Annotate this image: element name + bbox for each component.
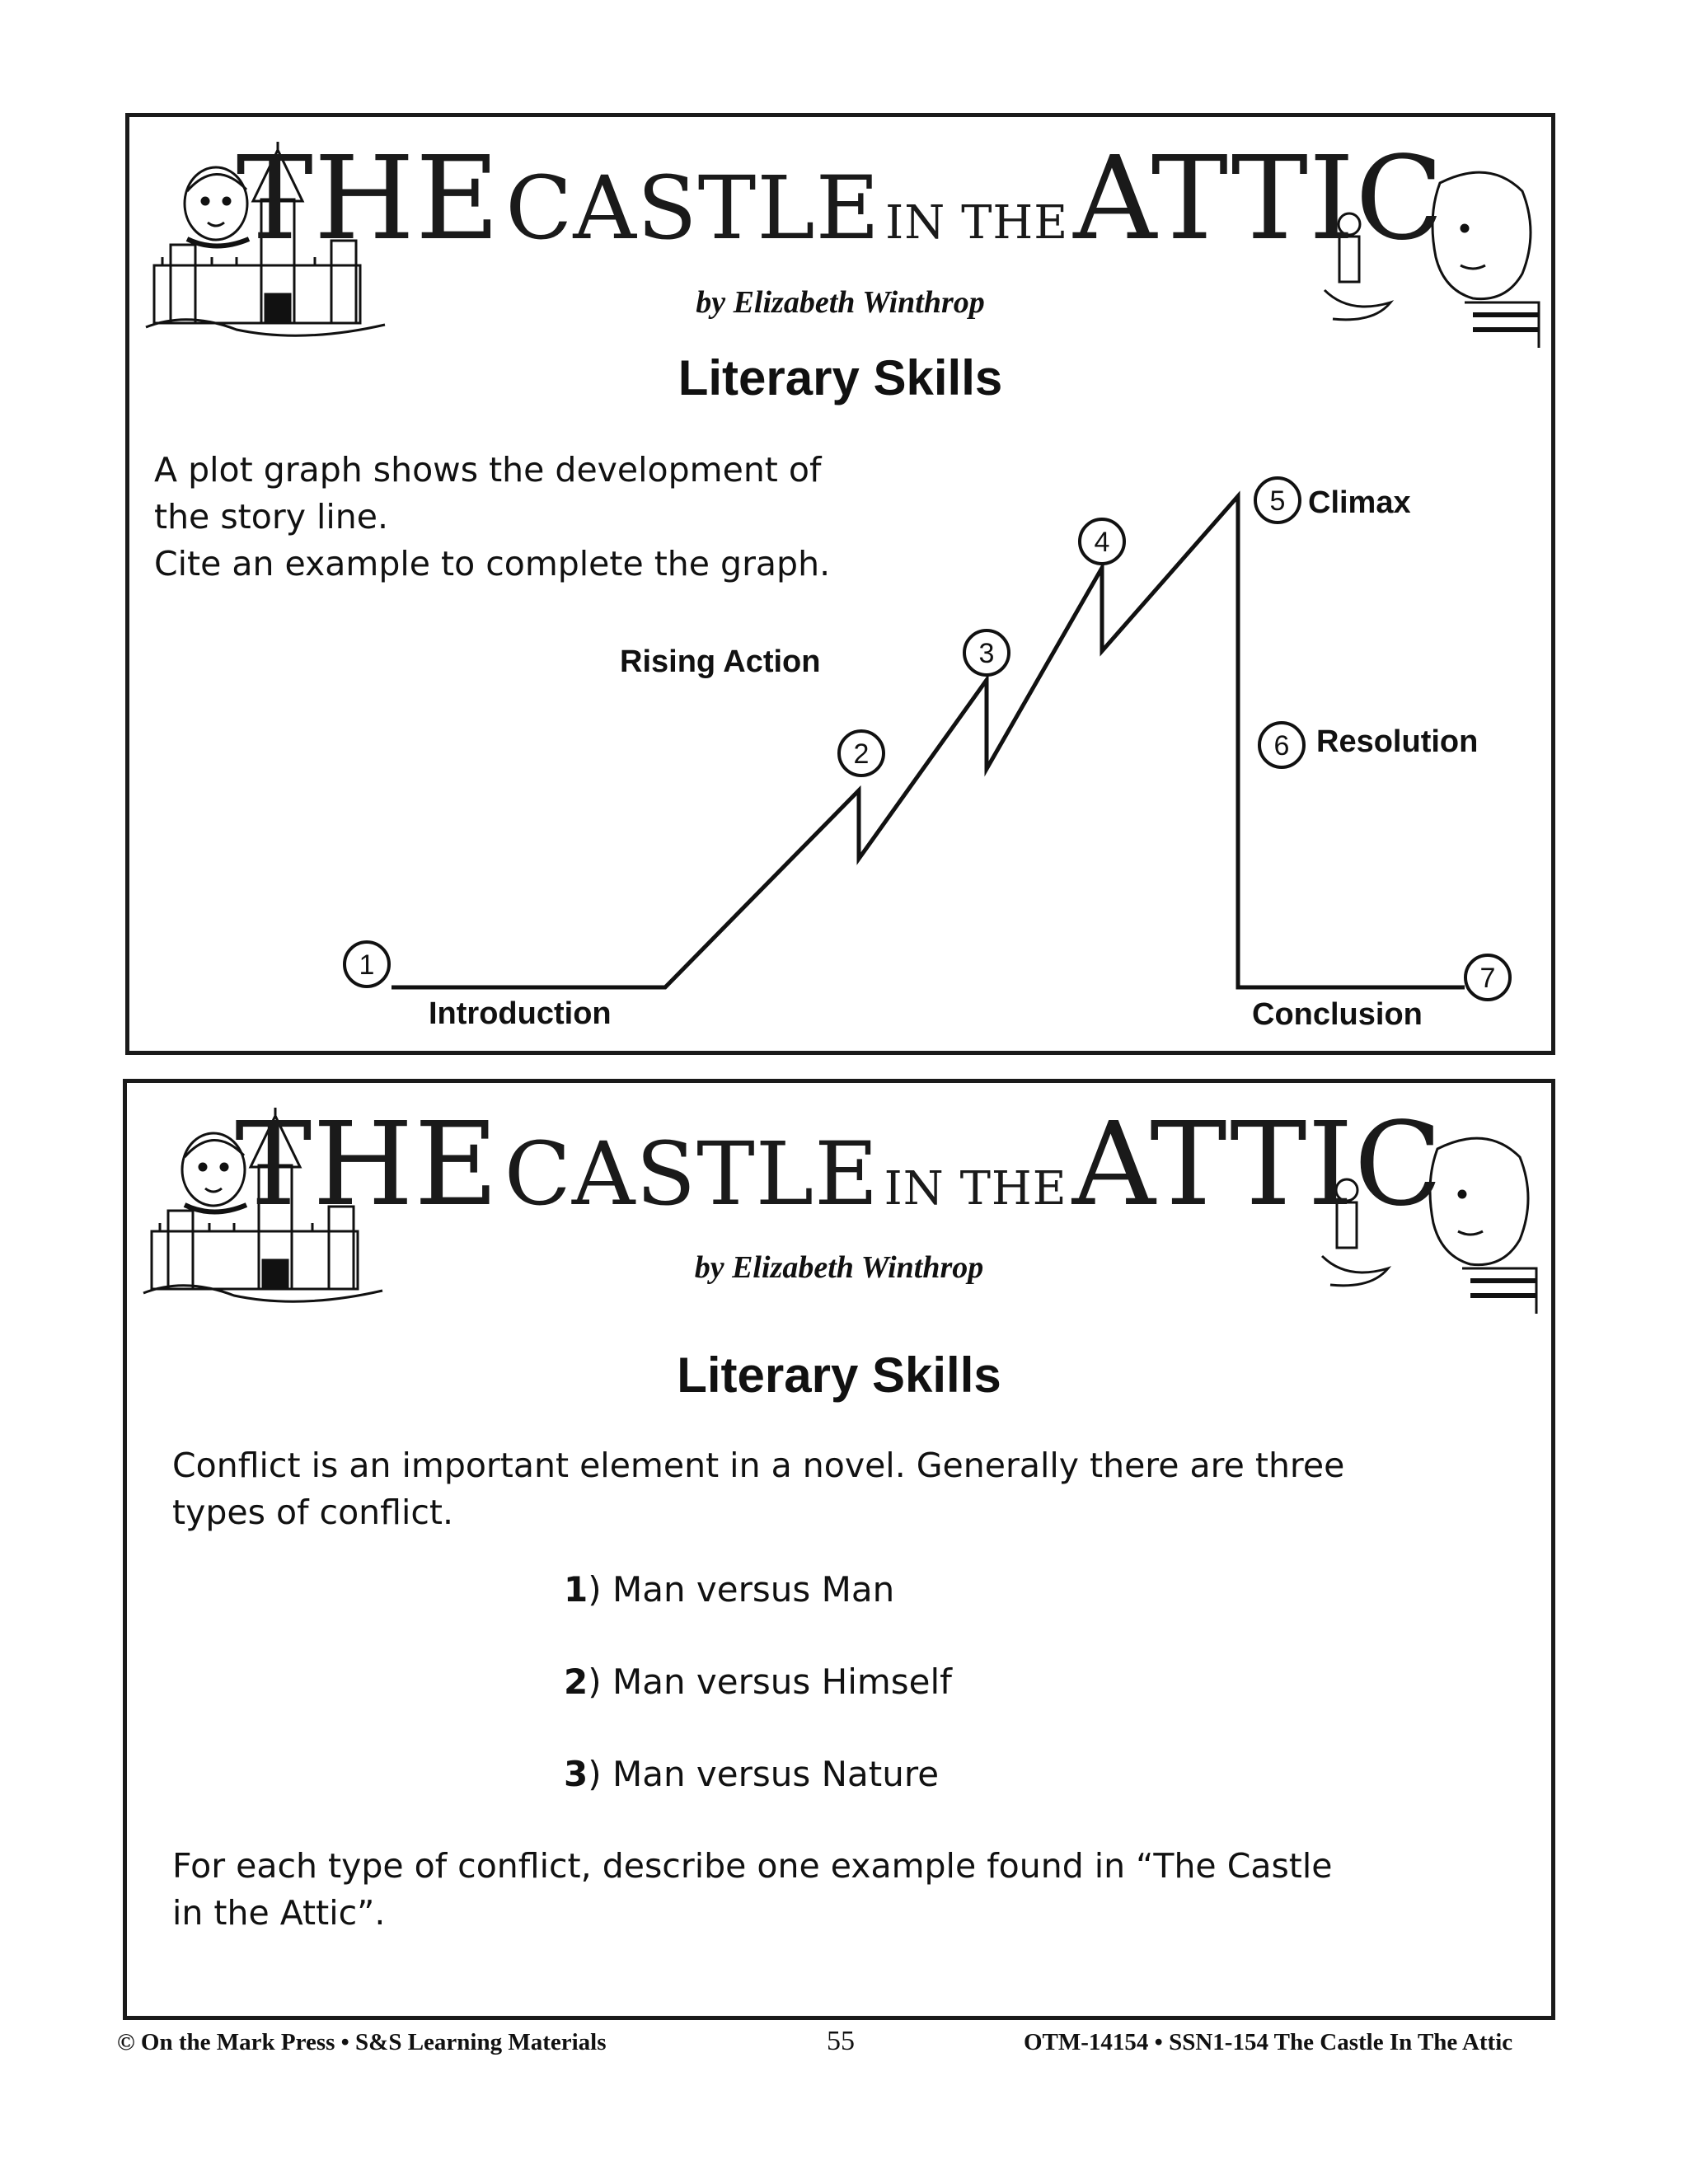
page-number: 55 — [827, 2026, 855, 2056]
instruction-line: Cite an example to complete the graph. — [154, 544, 831, 583]
instruction-line: the story line. — [154, 497, 389, 537]
footer-publisher: © On the Mark Press • S&S Learning Materials — [117, 2029, 607, 2055]
plot-graph-card — [125, 113, 1555, 1055]
conflict-item-number: 3 — [564, 1754, 588, 1794]
section-heading: Literary Skills — [678, 350, 1003, 405]
title-word-castle: CASTLE — [505, 157, 881, 259]
book-byline: by Elizabeth Winthrop — [694, 1250, 984, 1285]
footer-product-code: OTM-14154 • SSN1-154 The Castle In The Attic — [1024, 2029, 1513, 2055]
conflict-intro — [172, 1442, 1344, 1536]
conflict-item: 2) Man versus Himself — [564, 1661, 952, 1702]
resolution-label: Resolution — [1316, 724, 1479, 759]
instruction-line: A plot graph shows the development of — [154, 450, 822, 490]
conflict-item: 1) Man versus Man — [564, 1569, 895, 1610]
intro-line: Conflict is an important element in a novel. Generally there are three — [172, 1446, 1345, 1485]
introduction-label: Introduction — [429, 996, 612, 1031]
title-word-attic: ATTIC — [1071, 1098, 1443, 1232]
title-word-in-the: IN THE — [884, 1162, 1067, 1216]
plot-point-number: 7 — [1479, 963, 1496, 994]
closing-line: For each type of conflict, describe one example found in “The Castle — [172, 1846, 1333, 1886]
section-heading: Literary Skills — [677, 1347, 1001, 1403]
title-word-in-the: IN THE — [885, 196, 1069, 250]
title-word-castle: CASTLE — [504, 1123, 879, 1225]
conflict-item-number: 1 — [564, 1569, 588, 1610]
plot-graph — [129, 117, 1551, 1051]
climax-label: Climax — [1308, 485, 1411, 520]
conflict-item-text: Man versus Man — [612, 1569, 895, 1610]
plot-point-number: 6 — [1273, 730, 1290, 762]
title-word-the: THE — [235, 1098, 499, 1232]
conflict-item-text: Man versus Nature — [612, 1754, 940, 1794]
conflict-item-text: Man versus Himself — [612, 1661, 952, 1702]
plot-point-number: 3 — [978, 638, 995, 669]
conflict-card — [123, 1079, 1555, 2020]
plot-point-number: 4 — [1094, 527, 1110, 558]
book-title — [127, 1098, 1551, 1232]
title-word-attic: ATTIC — [1073, 132, 1445, 266]
book-byline: by Elizabeth Winthrop — [696, 285, 985, 320]
conclusion-label: Conclusion — [1252, 997, 1423, 1032]
conflict-closing — [172, 1843, 1333, 1937]
intro-line: types of conflict. — [172, 1493, 454, 1532]
plot-point-number: 2 — [853, 738, 870, 770]
rising-action-label: Rising Action — [620, 644, 821, 679]
plot-point-number: 5 — [1269, 485, 1286, 517]
plot-point-number: 1 — [359, 949, 375, 981]
conflict-item-number: 2 — [564, 1661, 588, 1702]
closing-line: in the Attic”. — [172, 1893, 386, 1933]
title-word-the: THE — [236, 132, 501, 266]
conflict-item: 3) Man versus Nature — [564, 1754, 940, 1794]
